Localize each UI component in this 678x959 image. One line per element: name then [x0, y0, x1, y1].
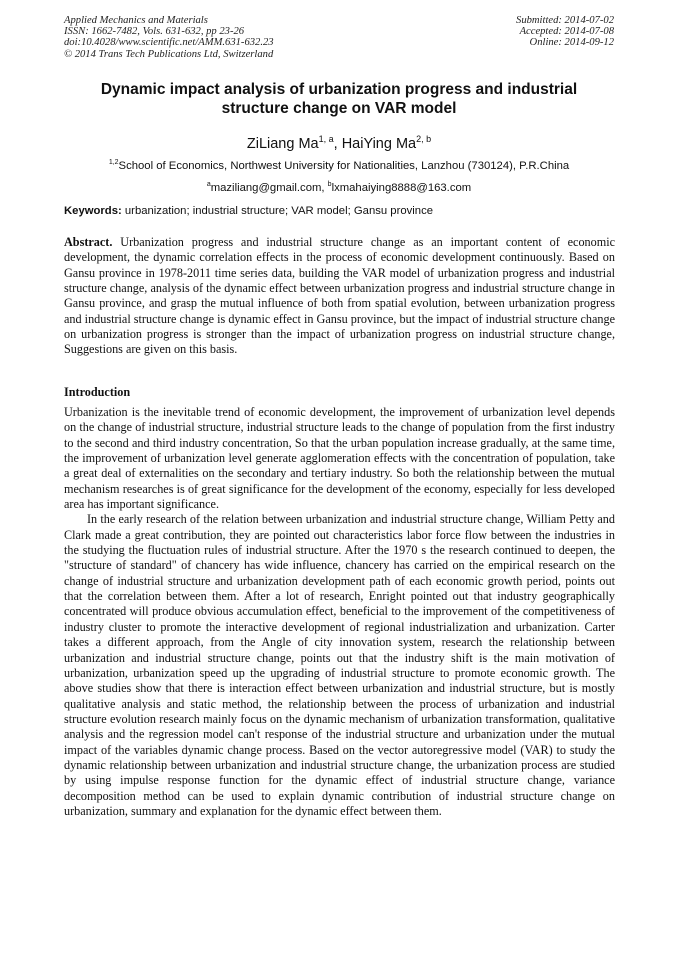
paper-title	[64, 80, 614, 118]
author-2: HaiYing Ma	[341, 135, 417, 152]
introduction-section	[64, 405, 615, 819]
journal-name: Applied Mechanics and Materials	[64, 15, 208, 26]
journal-issn: ISSN: 1662-7482, Vols. 631-632, pp 23-26	[64, 26, 245, 38]
affiliation-marker: 1,2	[108, 159, 119, 166]
keywords-text: urbanization; industrial structure; VAR model; Gansu province	[121, 205, 433, 217]
intro-paragraph-1: Urbanization is the inevitable trend of economic development, the improvement of urbanization level depends on the change of industrial structure, industrial structure leads to the change of population from the first industry to the second and third industry concentration, So that the urban population increase gradually, at the same time, the improvement of urbanization level generate agglomeration effects with the concentration of population, take a great deal of externalities on the secondary and tertiary industry. So both the relationship between the mutual mechanism researches is of great significance for the development of the economy, especially for less developed area has important significance.	[64, 405, 615, 512]
journal-header-right	[516, 15, 614, 49]
journal-header-left	[64, 15, 274, 60]
keywords-label: Keywords:	[64, 205, 122, 217]
title-line-2: structure change on VAR model	[221, 100, 457, 117]
email-a: maziliang@gmail.com,	[210, 181, 328, 194]
abstract-label: Abstract.	[64, 235, 113, 249]
affiliation	[40, 156, 638, 173]
accepted-date: Accepted: 2014-07-08	[519, 26, 614, 38]
abstract	[64, 235, 615, 358]
title-line-1: Dynamic impact analysis of urbanization progress and industrial	[100, 81, 578, 98]
section-heading-introduction: Introduction	[64, 385, 131, 399]
author-1-marker: 1, a	[318, 134, 334, 144]
author-2-marker: 2, b	[416, 134, 432, 144]
online-date: Online: 2014-09-12	[529, 37, 614, 49]
author-list	[64, 130, 614, 153]
email-a-marker: a	[206, 181, 211, 188]
submitted-date: Submitted: 2014-07-02	[516, 15, 614, 26]
journal-copyright: © 2014 Trans Tech Publications Ltd, Switzerland	[64, 48, 274, 60]
abstract-text: Urbanization progress and industrial structure change as an important content of economic development, the dynamic correlation effects in the process of economic development continuously. Based on Gansu province in 1978-2011 time series data, building the VAR model of urbanization progress and industrial structure change, analysis of the dynamic effect between urbanization progress and industrial structure change in Gansu province, and grasp the mutual influence of both from spatial evolution, between urbanization progress and industrial structure change is dynamic effect in Gansu province, but the impact of industrial structure change on urbanization progress is stronger than the impact of urbanization progress on industrial structure change, Suggestions are given on this basis.	[64, 235, 615, 357]
affiliation-text: School of Economics, Northwest University for Nationalities, Lanzhou (730124), P.R.China	[118, 159, 570, 172]
journal-doi: doi:10.4028/www.scientific.net/AMM.631-632.23	[64, 37, 274, 49]
email-b-marker: b	[327, 181, 332, 188]
author-separator: ,	[333, 135, 342, 152]
email-b: lxmahaiying8888@163.com	[331, 181, 472, 194]
intro-paragraph-2: In the early research of the relation between urbanization and industrial structure change, William Petty and Clark made a great contribution, they are pointed out characteristics labor force flow between the industries in the studying the fluctuation rules of industrial structure. After the 1970 s the research continued to deepen, the "structure of standard" of chancery has wide influence, chancery has carried on the empirical research on the change of industrial structure and urbanization development path of each economic growth period, points out that the correlation between them. After a lot of research, Enright pointed out that industry geographically concentrated will produce obvious accumulation effect, beneficial to the improvement of the competitiveness of industry cluster to promote the interactive development of regional industrialization and urbanization. Carter takes a different approach, from the Angle of city innovation system, research the relationship between urbanization and industrial structure change, points out that the industry shift is the main motivation of urbanization, urbanization speed up the upgrading of industrial structure to promote economic growth. The above studies show that there is interaction effect between urbanization and industrial structure, but is mostly qualitative analysis and static method, the relationship between the process of urbanization and industrial structure evolution research mainly focus on the dynamic mechanism of urbanization transformation, qualitative analysis and the regression model can't response of the industrial structure and urbanization under the mutual impact of the variables dynamic change process. Based on the vector autoregressive model (VAR) to study the dynamic relationship between urbanization and industrial structure change, the urbanization process are studied by using impulse response function for the dynamic effect of industrial structure change, variance decomposition method can be used to explain dynamic contribution of industrial structure change on urbanization, summary and explanation for the dynamic effect between them.	[64, 512, 615, 818]
author-1: ZiLiang Ma	[246, 135, 319, 152]
keywords-line	[64, 204, 614, 218]
author-emails	[64, 178, 614, 195]
